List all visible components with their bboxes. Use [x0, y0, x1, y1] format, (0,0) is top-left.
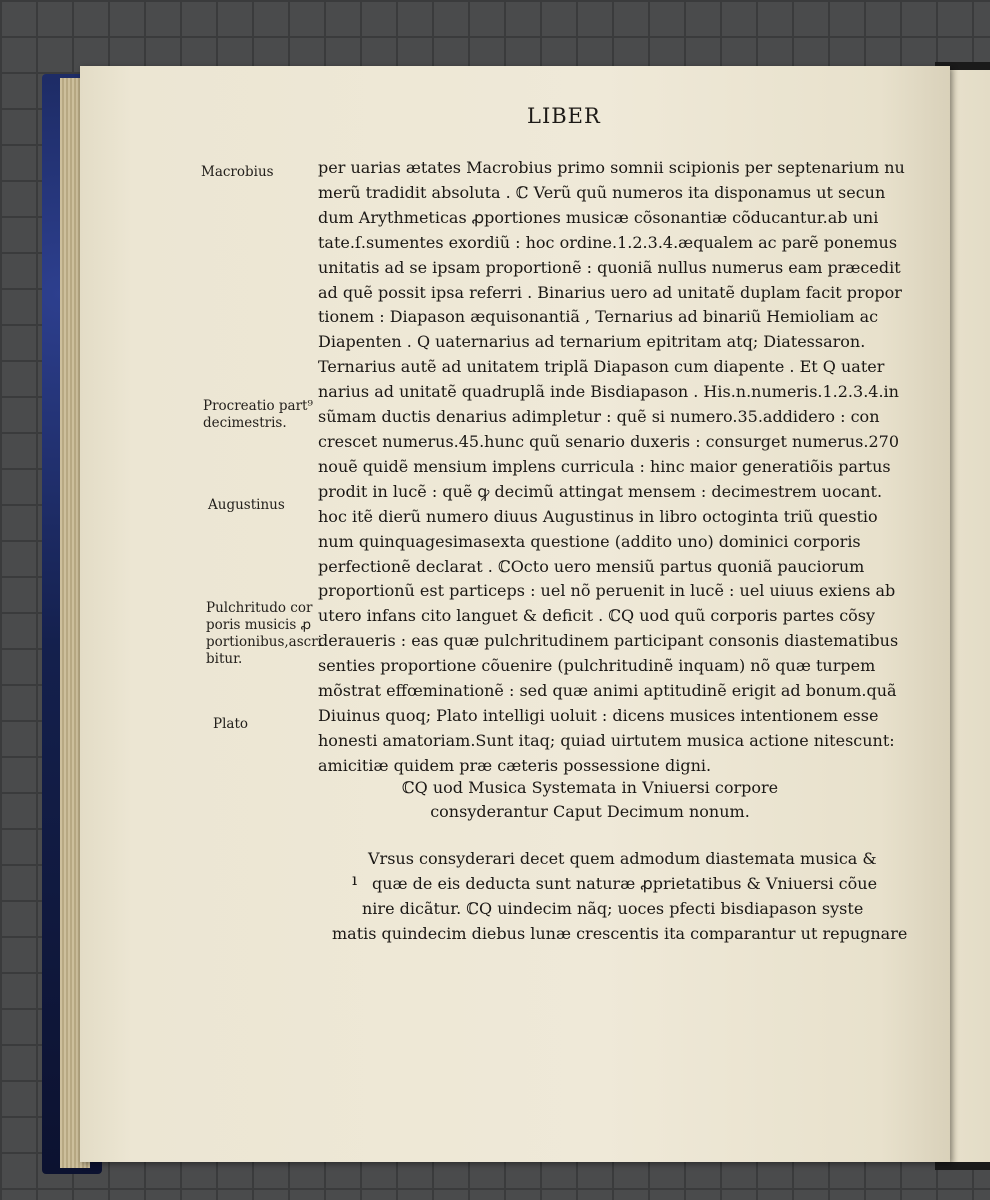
text-line: quæ de eis deducta sunt naturæ ꝓprietatibus & Vniuersi cõue [372, 874, 878, 893]
text-line: merũ tradidit absoluta . ℂ Verũ quũ numeros ita disponamus ut secun [318, 182, 886, 202]
facing-page-edge [945, 70, 990, 1162]
text-line: Ternarius autẽ ad unitatem triplã Diapason cum diapente . Et Q uater [318, 357, 885, 377]
text-line: narius ad unitatẽ quadruplã inde Bisdiapason . His.n.numeris.1.2.3.4.in [318, 382, 899, 402]
margin-note-plato: Plato [213, 716, 249, 732]
margin-note-pulchritudo-1: Pulchritudo cor [206, 600, 313, 616]
margin-note-procreatio-1: Procreatio part⁹ [203, 398, 313, 414]
text-line: honesti amatoriam.Sunt itaq; quiad uirtutem musica actione nitescunt: [318, 730, 895, 750]
text-line: ad quẽ possit ipsa referri . Binarius uero ad unitatẽ duplam facit propor [318, 282, 902, 302]
running-header: LIBER [527, 104, 601, 128]
margin-note-augustinus: Augustinus [208, 497, 285, 513]
chapter-heading [390, 776, 790, 824]
text-line: dum Arythmeticas ꝓportiones musicæ cõsonantiæ cõducantur.ab uni [318, 207, 879, 227]
text-line: senties proportione cõuenire (pulchritudinẽ inquam) nõ quæ turpem [318, 656, 876, 676]
text-line: sũmam ductis denarius adimpletur : quẽ si numero.35.addidero : con [318, 407, 880, 427]
text-line: tate.ſ.sumentes exordiũ : hoc ordine.1.2.3.4.æqualem ac parẽ ponemus [318, 232, 898, 252]
text-line: Diapenten . Q uaternarius ad ternarium epitritam atq; Diatessaron. [318, 332, 866, 352]
text-line: unitatis ad se ipsam proportionẽ : quoniã nullus numerus eam præcedit [318, 257, 901, 277]
text-line: prodit in lucẽ : quẽ ꝙ decimũ attingat mensem : decimestrem uocant. [318, 481, 883, 501]
margin-note-pulchritudo-4: bitur. [206, 651, 243, 667]
text-line: mõstrat effœminationẽ : sed quæ animi aptitudinẽ erigit ad bonum.quã [318, 681, 897, 701]
text-line: per uarias ætates Macrobius primo somnii scipionis per septenarium nu [318, 158, 905, 177]
chapter-text-block [332, 846, 908, 946]
text-line: tionem : Diapason æquisonantiã , Ternarius ad binariũ Hemioliam ac [318, 307, 879, 327]
text-line: amicitiæ quidem præ cæteris possessione digni. [318, 755, 712, 775]
text-line: perfectionẽ declarat . ℂOcto uero mensiũ partus quoniã pauciorum [318, 556, 865, 576]
chapter-heading-line: ℂQ uod Musica Systemata in Vniuersi corpore [401, 778, 779, 797]
text-line: Vrsus consyderari decet quem admodum diastemata musica & [368, 849, 877, 868]
text-line: utero infans cito languet & deficit . ℂQ uod quũ corporis partes cõsy [318, 606, 876, 626]
text-line: nire dicãtur. ℂQ uindecim nãq; uoces pfecti bisdiapason syste [362, 899, 864, 918]
margin-note-macrobius: Macrobius [201, 164, 274, 180]
text-line: hoc itẽ dierũ numero diuus Augustinus in libro octoginta triũ questio [318, 506, 878, 526]
margin-note-procreatio-2: decimestris. [203, 415, 287, 431]
text-line: num quinquagesimasexta questione (addito uno) dominici corporis [318, 531, 861, 551]
text-line: nouẽ quidẽ mensium implens curricula : hinc maior generatiõis partus [318, 456, 891, 476]
text-line: deraueris : eas quæ pulchritudinem participant consonis diastematibus [318, 631, 899, 651]
main-text-block [318, 156, 905, 779]
text-line: proportionũ est particeps : uel nõ peruenit in lucẽ : uel uiuus exiens ab [318, 581, 896, 601]
text-line: matis quindecim diebus lunæ crescentis ita comparantur ut repugnare [332, 924, 908, 943]
text-line: crescet numerus.45.hunc quũ senario duxeris : consurget numerus.270 [318, 431, 899, 451]
margin-note-pulchritudo-3: portionibus,ascri [206, 634, 322, 650]
text-line: Diuinus quoq; Plato intelligi uoluit : dicens musices intentionem esse [318, 705, 879, 725]
margin-marker: ı [352, 870, 358, 889]
margin-note-pulchritudo-2: poris musicis ꝓ [206, 617, 312, 633]
chapter-heading-line: consyderantur Caput Decimum nonum. [430, 802, 750, 821]
